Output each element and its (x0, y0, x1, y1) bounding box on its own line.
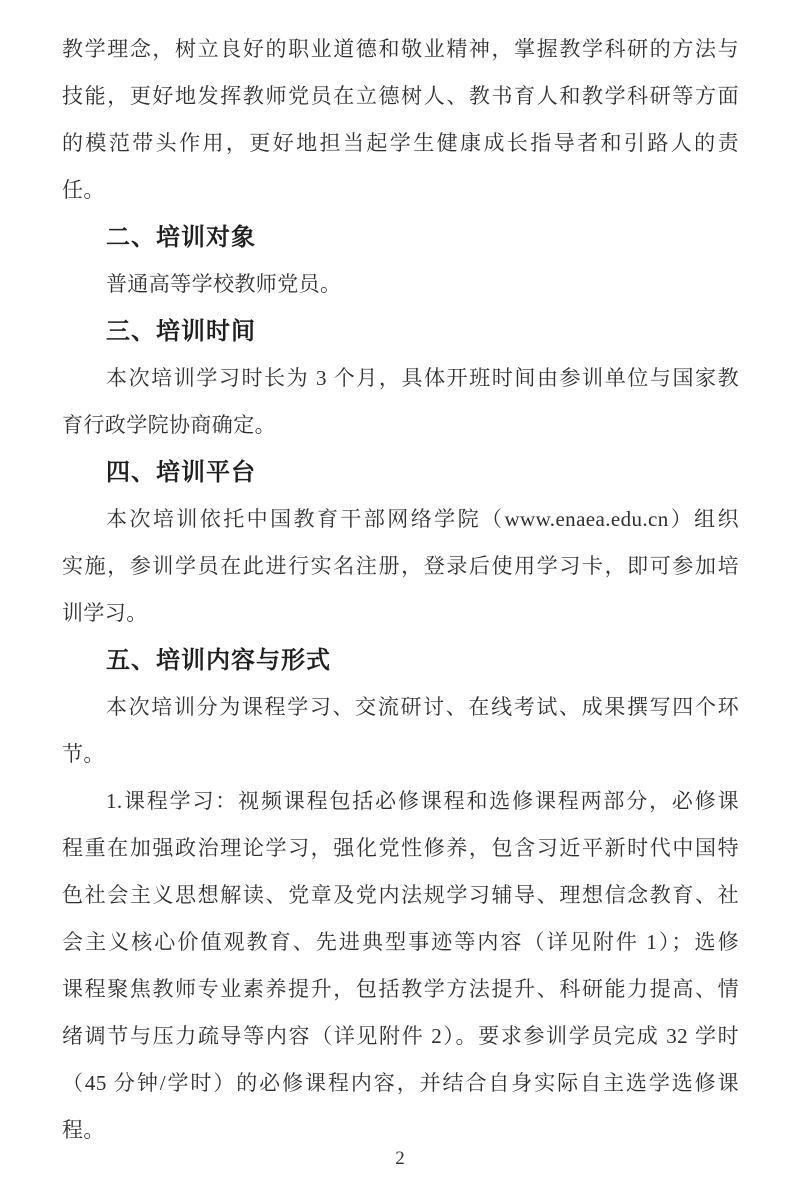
paragraph-line: 任。 (62, 178, 105, 202)
section-heading: 三、培训时间 (106, 318, 256, 345)
paragraph-line: 实施，参训学员在此进行实名注册，登录后使用学习卡，即可参加培 (62, 554, 739, 578)
paragraph-line: 的模范带头作用，更好地担当起学生健康成长指导者和引路人的责 (62, 131, 739, 155)
paragraph-line: 本次培训依托中国教育干部网络学院（www.enaea.edu.cn）组织 (106, 507, 739, 531)
paragraph-line: 本次培训学习时长为 3 个月，具体开班时间由参训单位与国家教 (106, 366, 739, 390)
section-heading: 四、培训平台 (106, 459, 256, 486)
paragraph-line: 本次培训分为课程学习、交流研讨、在线考试、成果撰写四个环 (106, 695, 739, 719)
paragraph-line: 程重在加强政治理论学习，强化党性修养，包含习近平新时代中国特 (62, 836, 739, 860)
paragraph-line: （45 分钟/学时）的必修课程内容，并结合自身实际自主选学选修课 (62, 1071, 739, 1095)
paragraph-line: 程。 (62, 1118, 105, 1142)
paragraph-line: 绪调节与压力疏导等内容（详见附件 2）。要求参训学员完成 32 学时 (62, 1024, 739, 1048)
paragraph-line: 技能，更好地发挥教师党员在立德树人、教书育人和教学科研等方面 (62, 84, 739, 108)
paragraph-line: 1.课程学习：视频课程包括必修课程和选修课程两部分，必修课 (106, 789, 739, 813)
paragraph-line: 课程聚焦教师专业素养提升，包括教学方法提升、科研能力提高、情 (62, 977, 739, 1001)
paragraph-line: 训学习。 (62, 601, 148, 625)
paragraph-line: 育行政学院协商确定。 (62, 413, 276, 437)
document-content (62, 26, 739, 1154)
paragraph-line: 色社会主义思想解读、党章及党内法规学习辅导、理想信念教育、社 (62, 883, 739, 907)
page-number: 2 (395, 1148, 405, 1169)
paragraph-line: 普通高等学校教师党员。 (106, 272, 342, 296)
paragraph-line: 会主义核心价值观教育、先进典型事迹等内容（详见附件 1）；选修 (62, 930, 739, 954)
paragraph-line: 教学理念，树立良好的职业道德和敬业精神，掌握教学科研的方法与 (62, 37, 739, 61)
paragraph-line: 节。 (62, 742, 105, 766)
section-heading: 五、培训内容与形式 (106, 647, 331, 674)
section-heading: 二、培训对象 (106, 224, 256, 251)
